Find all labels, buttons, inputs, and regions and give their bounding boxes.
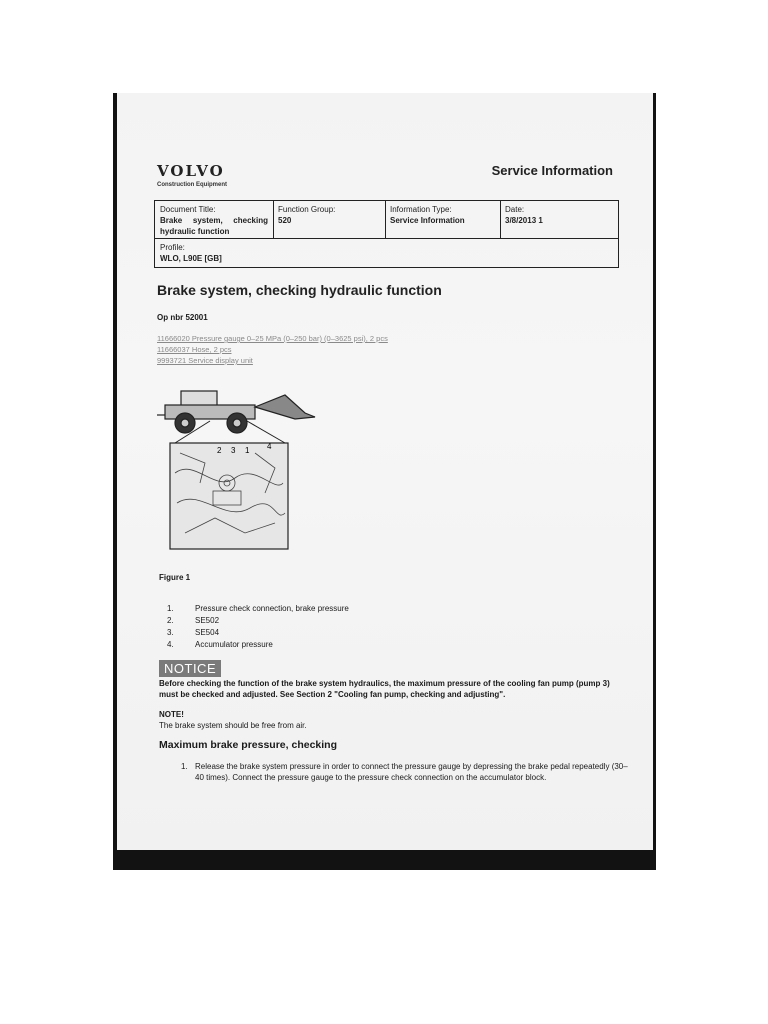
figure-caption: Figure 1 — [159, 573, 191, 582]
date-cell — [500, 201, 618, 229]
document-page — [117, 93, 653, 850]
tool-link[interactable]: 11666037 Hose, 2 pcs — [157, 345, 232, 354]
list-number: 3. — [167, 628, 174, 637]
list-item — [167, 627, 349, 639]
tool-list — [157, 333, 388, 366]
scanned-page-frame — [113, 93, 656, 870]
information-type-label: Information Type: — [390, 205, 452, 214]
list-item — [167, 615, 349, 627]
list-text: Accumulator pressure — [195, 640, 273, 649]
wheel-loader-icon — [157, 391, 315, 433]
date-label: Date: — [505, 205, 525, 214]
volvo-logo: VOLVO — [157, 162, 225, 180]
information-type-value: Service Information — [390, 216, 465, 225]
list-number: 2. — [167, 616, 174, 625]
callout-1: 1 — [245, 446, 250, 455]
function-group-value: 520 — [278, 216, 292, 225]
list-text: SE502 — [195, 616, 220, 625]
section-heading: Maximum brake pressure, checking — [159, 739, 337, 751]
function-group-label: Function Group: — [278, 205, 336, 214]
profile-cell — [155, 239, 455, 267]
profile-value: WLO, L90E [GB] — [160, 254, 222, 263]
list-text: SE504 — [195, 628, 220, 637]
tool-link[interactable]: 11666020 Pressure gauge 0–25 MPa (0–250 bar) (0–3625 psi), 2 pcs — [157, 334, 388, 343]
note-heading: NOTE! — [159, 710, 184, 719]
doc-type-heading: Service Information — [491, 163, 613, 178]
tool-link[interactable]: 9993721 Service display unit — [157, 356, 253, 365]
list-item — [167, 603, 349, 615]
callout-2: 2 — [217, 446, 222, 455]
profile-label: Profile: — [160, 243, 185, 252]
step-text: Release the brake system pressure in order to connect the pressure gauge by depressing the brake pedal repeatedly (30–40 times). Connect the pressure gauge to the pressure check connection on the accumulator block. — [195, 762, 628, 782]
op-number: Op nbr 52001 — [157, 313, 208, 322]
logo-subtitle: Construction Equipment — [157, 182, 227, 188]
notice-text: Before checking the function of the brake system hydraulics, the maximum pressure of the cooling fan pump (pump 3) must be checked and adjusted. See Section 2 "Cooling fan pump, checking and adjusting". — [159, 679, 610, 699]
callout-3: 3 — [231, 446, 236, 455]
function-group-cell — [273, 201, 385, 229]
loader-illustration — [155, 383, 325, 553]
information-type-cell — [385, 201, 500, 229]
document-title-label: Document Title: — [160, 205, 216, 214]
date-value: 3/8/2013 1 — [505, 216, 543, 225]
list-text: Pressure check connection, brake pressure — [195, 604, 349, 613]
figure-legend — [167, 603, 349, 651]
list-item — [167, 639, 349, 651]
notice-badge: NOTICE — [159, 660, 221, 677]
step-number: 1. — [181, 762, 188, 771]
detail-box — [170, 443, 288, 549]
callout-4: 4 — [267, 442, 272, 451]
note-text: The brake system should be free from air. — [159, 721, 307, 730]
page-title: Brake system, checking hydraulic function — [157, 282, 442, 298]
metadata-table — [154, 200, 619, 268]
document-title-value: Brake system, checking hydraulic function — [160, 216, 268, 236]
document-title-cell — [155, 201, 273, 240]
procedure-step — [181, 761, 631, 783]
list-number: 1. — [167, 604, 174, 613]
list-number: 4. — [167, 640, 174, 649]
